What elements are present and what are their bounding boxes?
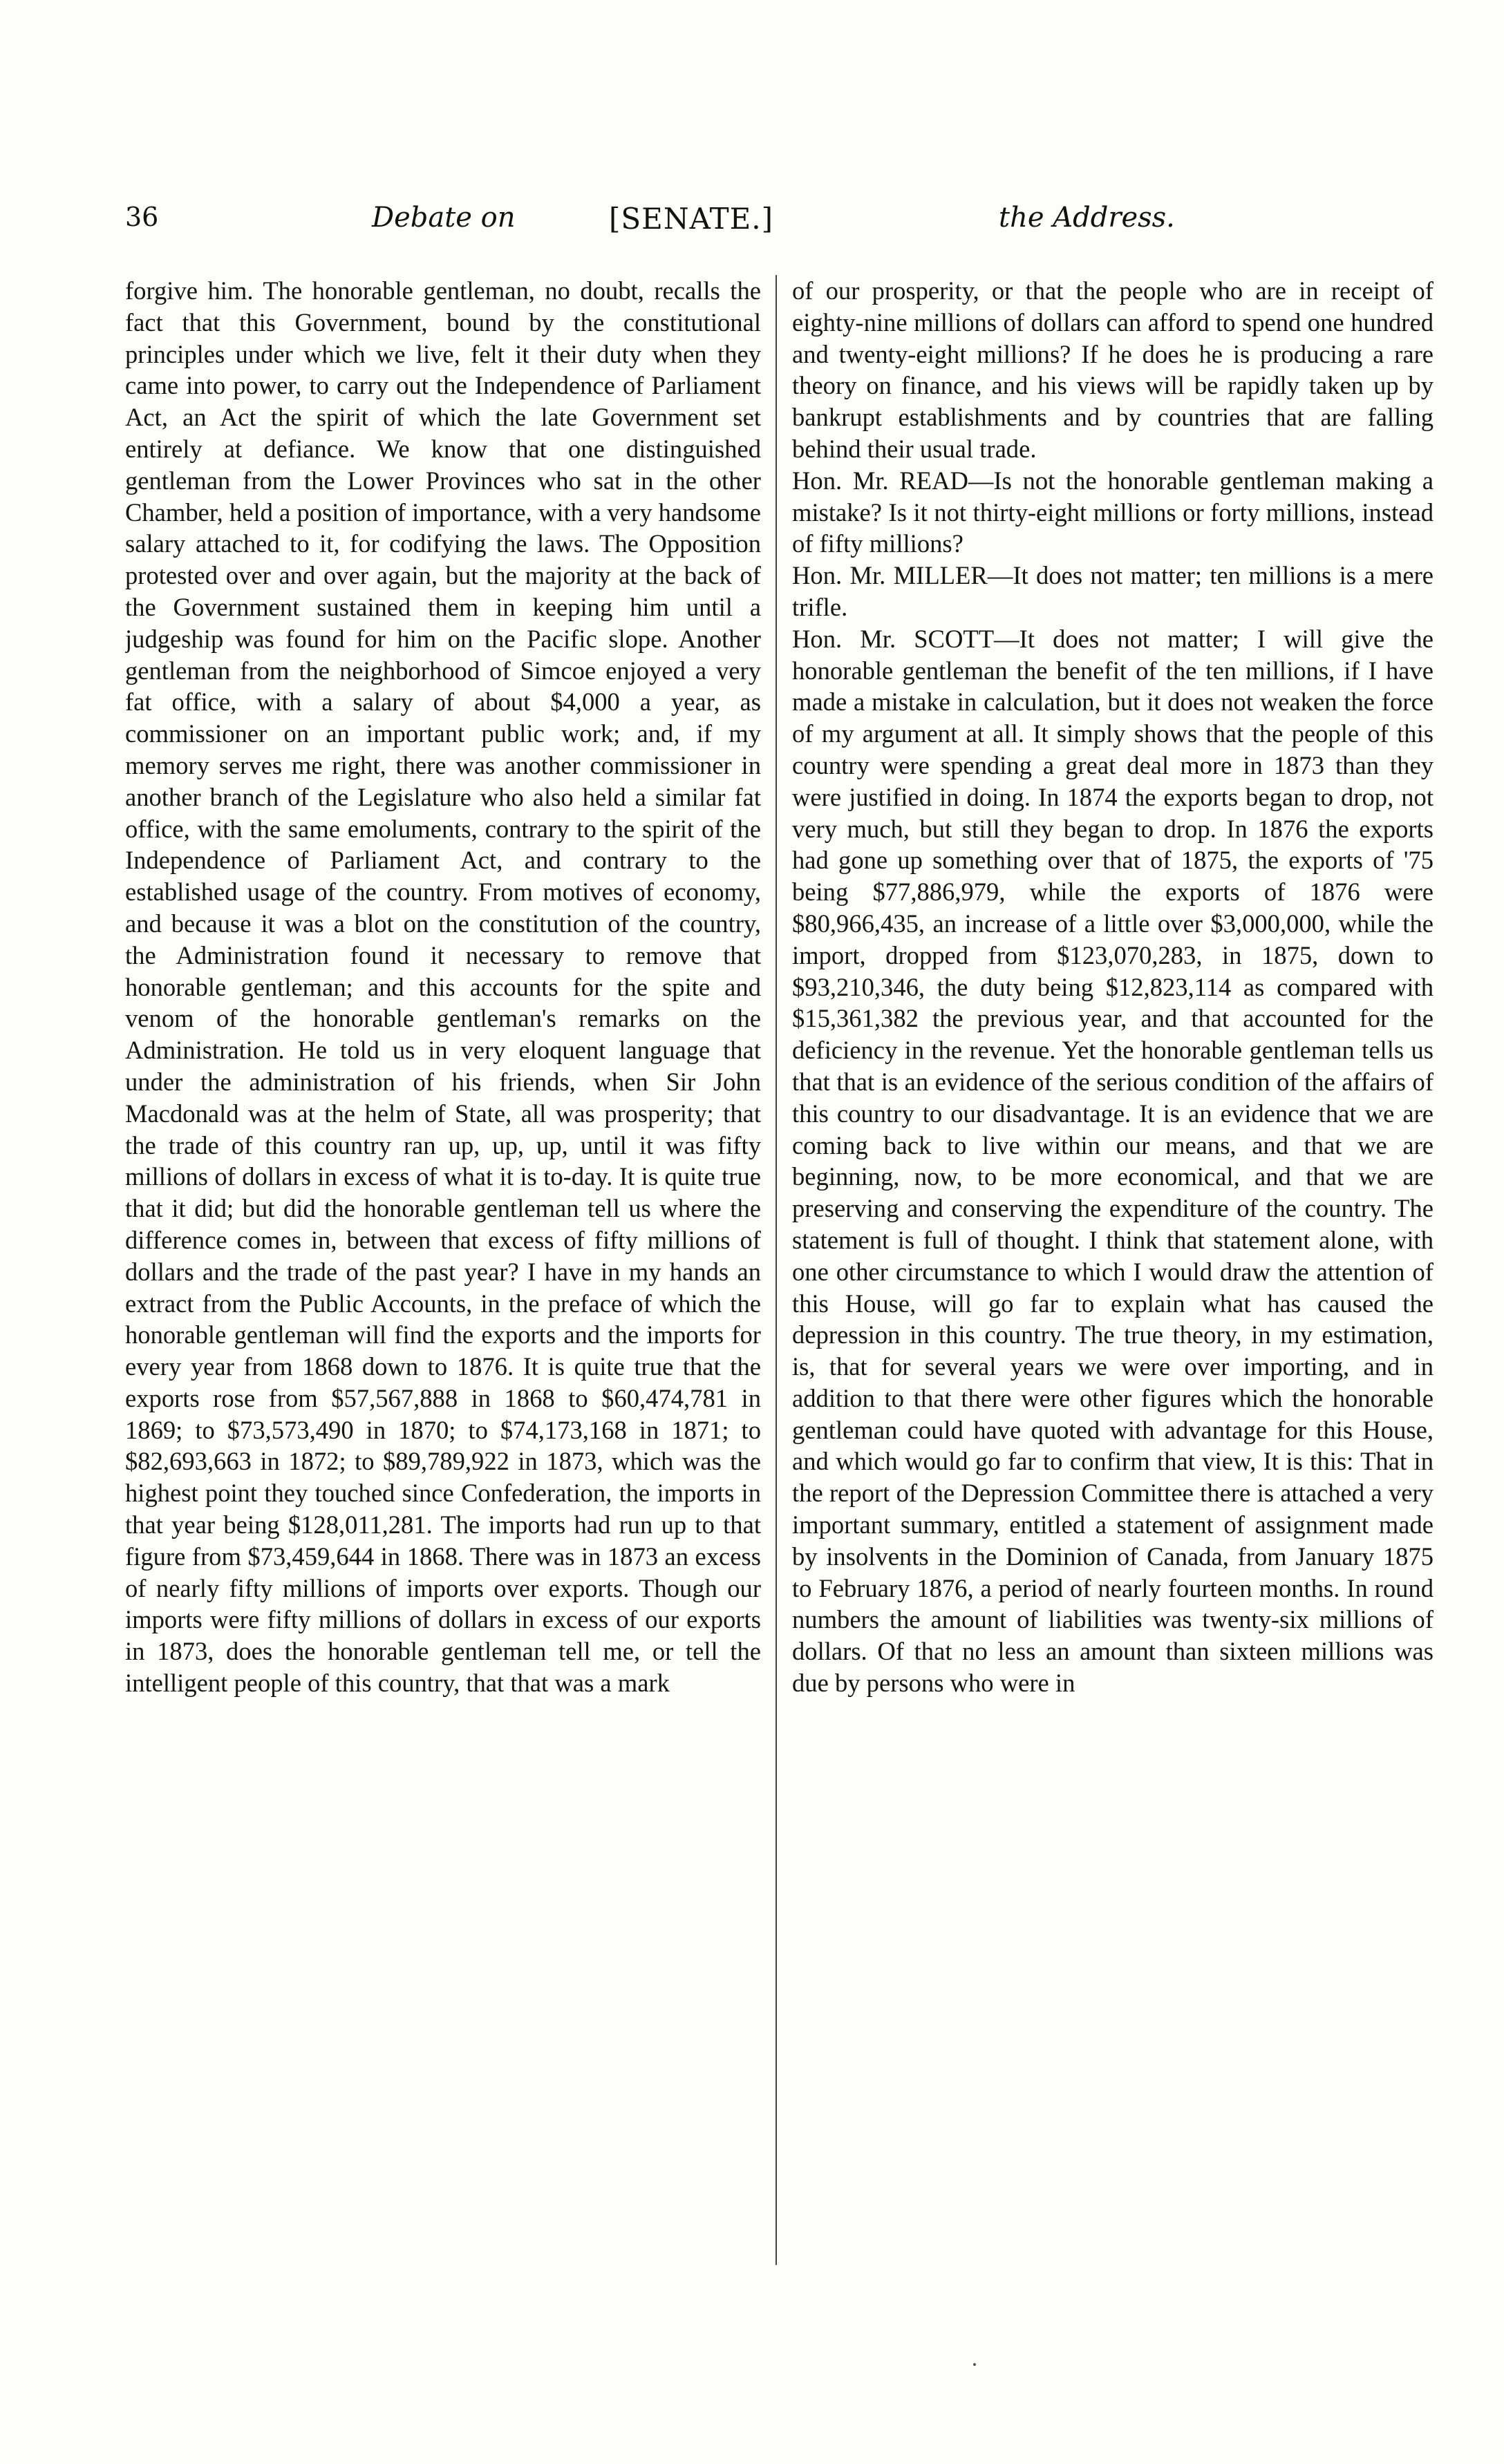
- right-paragraph: Hon. Mr. SCOTT—It does not matter; I will give the honorable gentleman the benefit of the ten millions, if I have made a mistake in calculation, but it does not weaken the force of my argument at all. It simply shows that the people of this country were spending a great deal more in 1873 than they were justified in doing. In 1874 the exports began to drop, not very much, but still they began to drop. In 1876 the exports had gone up something over that of 1875, the exports of '75 being $77,886,979, while the exports of 1876 were $80,966,435, an increase of a little over $3,000,000, while the import, dropped from $123,070,283, in 1875, down to $93,210,346, the duty being $12,823,114 as compared with $15,361,382 the previous year, and that accounted for the deficiency in the revenue. Yet the honorable gentleman tells us that that is an evidence of the serious condition of the affairs of this country to our disadvantage. It is an evidence that we are coming back to live within our means, and that we are beginning, now, to be more economical, and that we are preserving and conserving the expenditure of the country. The statement is full of thought. I think that statement alone, with one other circumstance to which I would draw the attention of this House, will go far to explain what has caused the depression in this country. The true theory, in my estimation, is, that for several years we were over importing, and in addition to that there were other figures which the honorable gentleman could have quoted with advantage for this House, and which would go far to confirm that view, It is this: That in the report of the Depression Committee there is attached a very important summary, entitled a statement of assignment made by insolvents in the Dominion of Canada, from January 1875 to February 1876, a period of nearly fourteen months. In round numbers the amount of liabilities was twenty-six millions of dollars. Of that no less an amount than sixteen millions was due by persons who were in: [792, 624, 1434, 1698]
- header-center-title: [SENATE.]: [609, 202, 774, 236]
- left-column: [125, 275, 761, 2265]
- right-paragraph: Hon. Mr. READ—Is not the honorable gentleman making a mistake? Is it not thirty-eight millions or forty millions, instead of fifty millions?: [792, 466, 1434, 558]
- left-paragraph: forgive him. The honorable gentleman, no doubt, recalls the fact that this Government, bound by the constitutional principles under which we live, felt it their duty when they came into power, to carry out the Independence of Parliament Act, an Act the spirit of which the late Government set entirely at defiance. We know that one distinguished gentleman from the Lower Provinces who sat in the other Chamber, held a position of importance, with a very handsome salary attached to it, for codifying the laws. The Opposition protested over and over again, but the majority at the back of the Government sustained them in keeping him until a judgeship was found for him on the Pacific slope. Another gentleman from the neighborhood of Simcoe enjoyed a very fat office, with a salary of about $4,000 a year, as commissioner on an important public work; and, if my memory serves me right, there was another commissioner in another branch of the Legislature who also held a similar fat office, with the same emoluments, contrary to the spirit of the Independence of Parliament Act, and contrary to the established usage of the country. From motives of economy, and because it was a blot on the constitution of the country, the Administration found it necessary to remove that honorable gentleman; and this accounts for the spite and venom of the honorable gentleman's remarks on the Administration. He told us in very eloquent language that under the administration of his friends, when Sir John Macdonald was at the helm of State, all was prosperity; that the trade of this country ran up, up, up, until it was fifty millions of dollars in excess of what it is to-day. It is quite true that it did; but did the honorable gentleman tell us where the difference comes in, between that excess of fifty millions of dollars and the trade of the past year? I have in my hands an extract from the Public Accounts, in the preface of which the honorable gentleman will find the exports and the imports for every year from 1868 down to 1876. It is quite true that the exports rose from $57,567,888 in 1868 to $60,474,781 in 1869; to $73,573,490 in 1870; to $74,173,168 in 1871; to $82,693,663 in 1872; to $89,789,922 in 1873, which was the highest point they touched since Confederation, the imports in that year being $128,011,281. The imports had run up to that figure from $73,459,644 in 1868. There was in 1873 an excess of nearly fifty millions of imports over exports. Though our imports were fifty millions of dollars in excess of our exports in 1873, does the honorable gentleman tell me, or tell the intelligent people of this country, that that was a mark: [125, 276, 761, 1698]
- page-number: 36: [125, 202, 159, 232]
- header-right-title: the Address.: [999, 202, 1175, 234]
- right-paragraph: Hon. Mr. MILLER—It does not matter; ten millions is a mere trifle.: [792, 561, 1434, 621]
- ink-speck: [973, 2363, 976, 2366]
- right-column: [792, 275, 1434, 2265]
- column-divider: [776, 275, 777, 2265]
- right-paragraph: of our prosperity, or that the people who are in receipt of eighty-nine millions of dollars can afford to spend one hundred and twenty-eight millions? If he does he is producing a rare theory on finance, and his views will be rapidly taken up by bankrupt establishments and by countries that are falling behind their usual trade.: [792, 276, 1434, 463]
- header-left-title: Debate on: [372, 202, 516, 234]
- running-header: [125, 202, 1452, 243]
